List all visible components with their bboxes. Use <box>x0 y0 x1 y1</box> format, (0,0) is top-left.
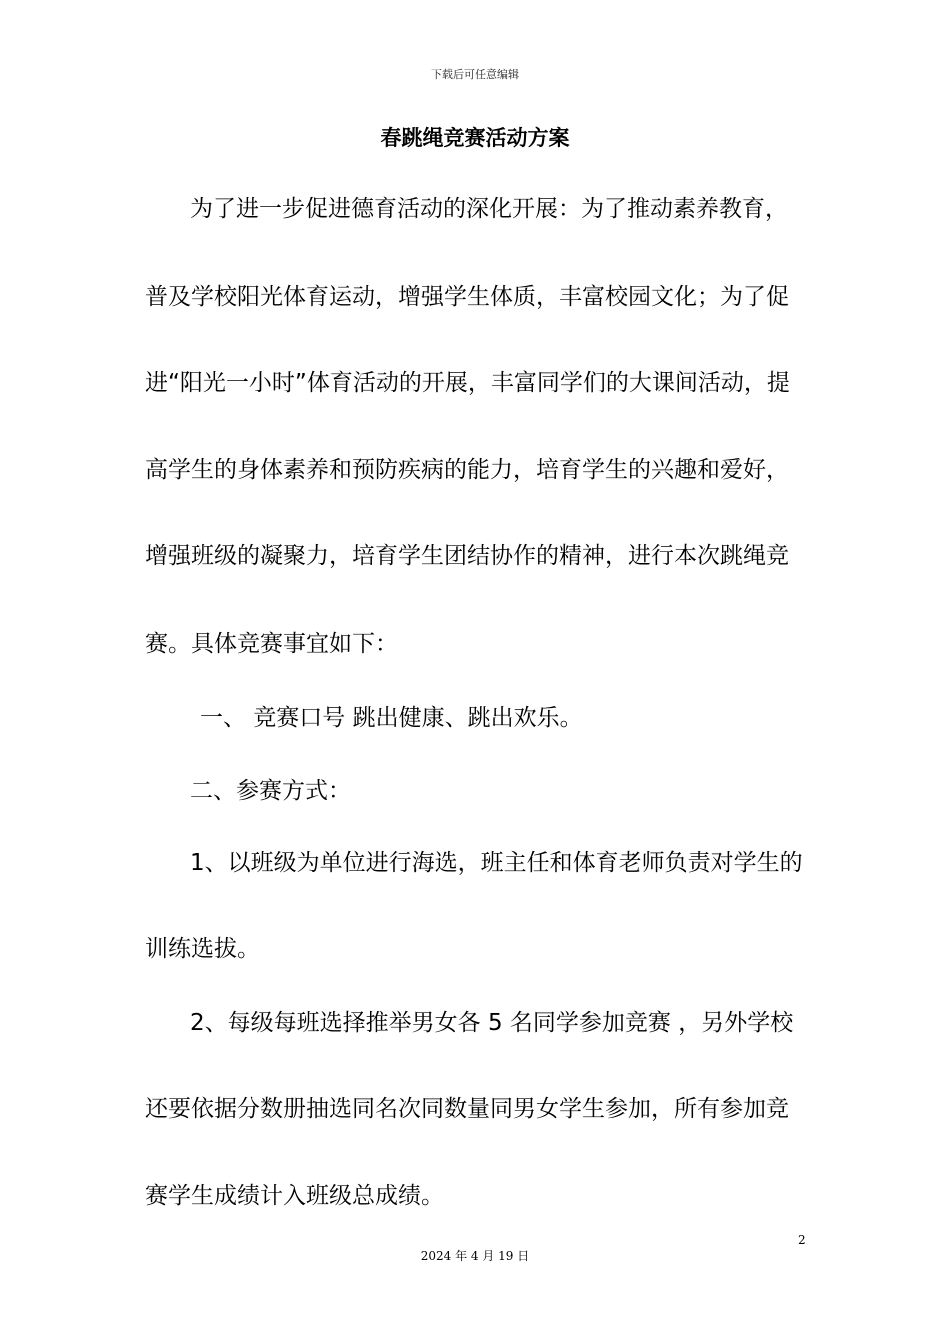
paragraph-line: 还要依据分数册抽选同名次同数量同男女学生参加，所有参加竞 <box>145 1096 789 1122</box>
footer-date: 2024 年 4 月 19 日 <box>420 1249 530 1263</box>
paragraph-line: 普及学校阳光体育运动，增强学生体质，丰富校园文化；为了促 <box>145 284 789 310</box>
paragraph-line: 增强班级的凝聚力，培育学生团结协作的精神，进行本次跳绳竞 <box>145 543 789 569</box>
paragraph-line: 进“阳光一小时”体育活动的开展，丰富同学们的大课间活动，提 <box>145 370 790 396</box>
section-heading-slogan: 一、 竞赛口号 跳出健康、跳出欢乐。 <box>200 705 583 731</box>
paragraph-line: 高学生的身体素养和预防疾病的能力，培育学生的兴趣和爱好， <box>145 457 789 483</box>
paragraph-line: 2、每级每班选择推举男女各 5 名同学参加竞赛 ，另外学校 <box>190 1010 794 1036</box>
document-title: 春跳绳竞赛活动方案 <box>380 126 570 150</box>
paragraph-line: 训练选拔。 <box>145 936 260 962</box>
paragraph-line: 1、以班级为单位进行海选，班主任和体育老师负责对学生的 <box>190 850 803 876</box>
paragraph-line: 赛学生成绩计入班级总成绩。 <box>145 1183 444 1209</box>
paragraph-line: 赛。具体竞赛事宜如下： <box>145 631 398 657</box>
page-number: 2 <box>798 1233 806 1247</box>
header-note: 下载后可任意编辑 <box>431 68 519 81</box>
section-heading-participation: 二、参赛方式： <box>190 778 351 804</box>
paragraph-line: 为了进一步促进德育活动的深化开展：为了推动素养教育， <box>190 196 788 222</box>
